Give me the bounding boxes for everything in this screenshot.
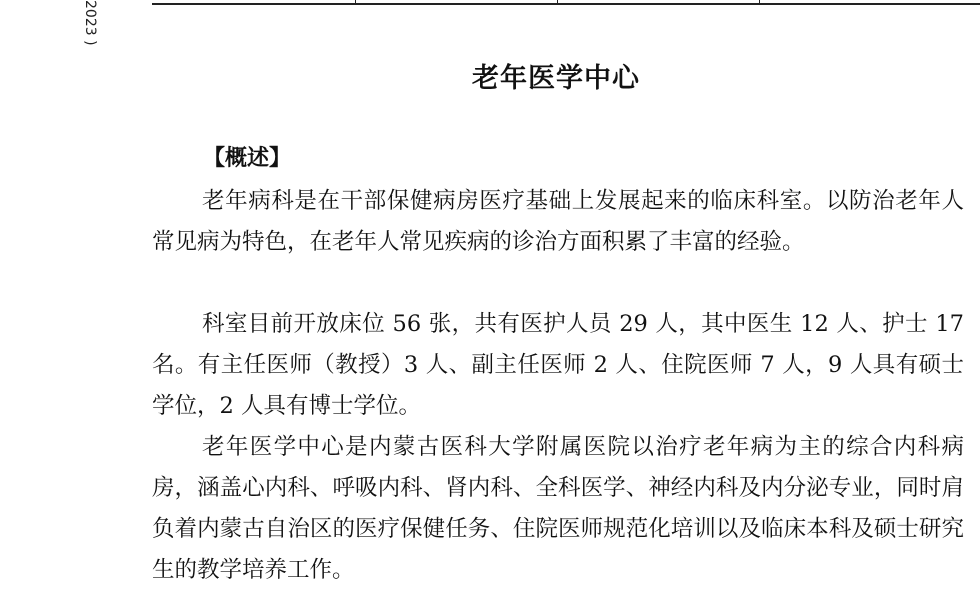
table-bottom-rule [152, 0, 980, 5]
body-paragraph: 老年病科是在干部保健病房医疗基础上发展起来的临床科室。以防治老年人常见病为特色，在老年人常见疾病的诊治方面积累了丰富的经验。 [152, 188, 964, 255]
body-paragraph: 科室目前开放床位 56 张，共有医护人员 29 人，其中医生 12 人、护士 17 名。有主任医师（教授）3 人、副主任医师 2 人、住院医师 7 人，9 人具有硕士学位，2 人具有博士学位。 [152, 311, 964, 419]
running-header-label: 2023 ) [82, 0, 98, 46]
overview-subheading: 【概述】 [203, 146, 292, 171]
table-column-divider [759, 0, 760, 3]
table-column-divider [557, 0, 558, 3]
section-title: 老年医学中心 [472, 63, 640, 94]
body-paragraph: 老年医学中心是内蒙古医科大学附属医院以治疗老年病为主的综合内科病房，涵盖心内科、呼吸内科、肾内科、全科医学、神经内科及内分泌专业，同时肩负着内蒙古自治区的医疗保健任务、住院医师规范化培训以及临床本科及硕士研究生的教学培养工作。 [152, 434, 964, 583]
table-column-divider [355, 0, 356, 3]
